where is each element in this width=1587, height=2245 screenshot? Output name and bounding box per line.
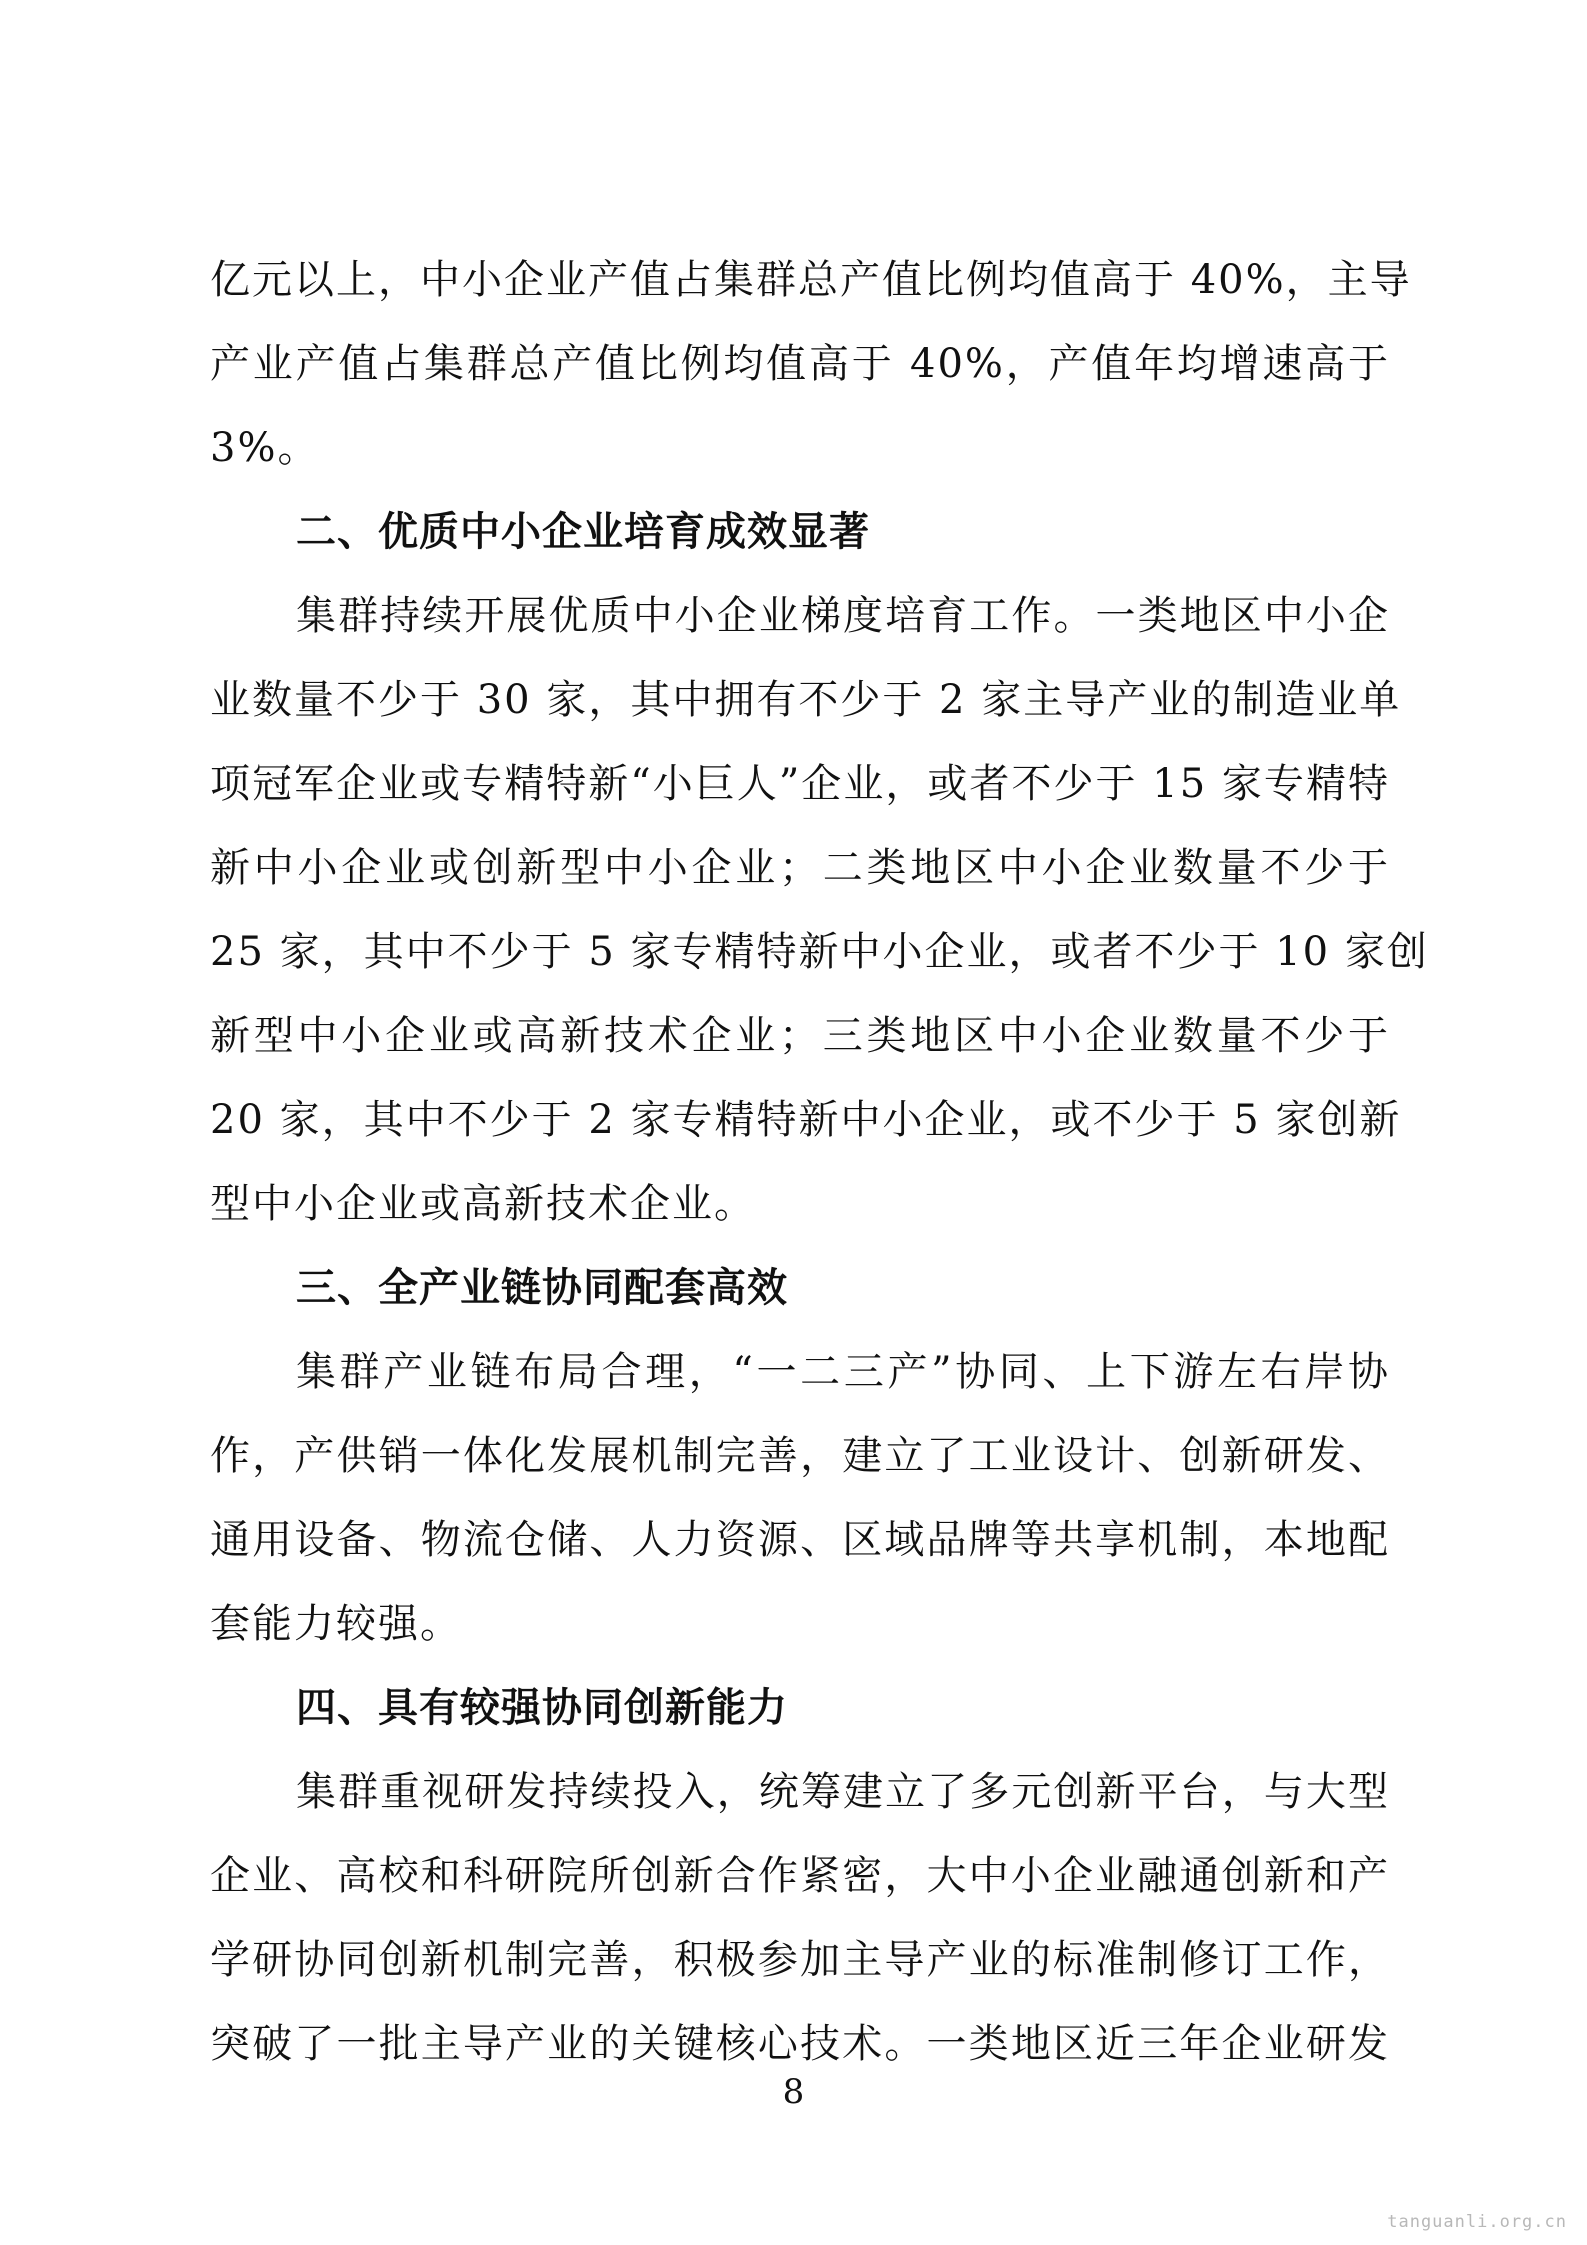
paragraph-line: 20 家，其中不少于 2 家专精特新中小企业，或不少于 5 家创新 bbox=[210, 1097, 1402, 1143]
paragraph-line: 产业产值占集群总产值比例均值高于 40%，产值年均增速高于 bbox=[210, 341, 1390, 387]
source-watermark: tanguanli.org.cn bbox=[1387, 2212, 1567, 2232]
paragraph-line: 通用设备、物流仓储、人力资源、区域品牌等共享机制，本地配 bbox=[210, 1517, 1390, 1563]
section-heading-4: 四、具有较强协同创新能力 bbox=[296, 1685, 788, 1731]
document-body bbox=[210, 238, 1429, 2086]
paragraph-line: 突破了一批主导产业的关键核心技术。一类地区近三年企业研发 bbox=[210, 2021, 1390, 2067]
paragraph-line: 套能力较强。 bbox=[210, 1601, 462, 1647]
page-number: 8 bbox=[782, 2072, 805, 2112]
paragraph-line: 业数量不少于 30 家，其中拥有不少于 2 家主导产业的制造业单 bbox=[210, 677, 1402, 723]
paragraph-line: 集群产业链布局合理，“一二三产”协同、上下游左右岸协 bbox=[296, 1349, 1390, 1395]
section-heading-3: 三、全产业链协同配套高效 bbox=[296, 1265, 788, 1311]
paragraph-line: 学研协同创新机制完善，积极参加主导产业的标准制修订工作， bbox=[210, 1937, 1390, 1983]
paragraph-line: 25 家，其中不少于 5 家专精特新中小企业，或者不少于 10 家创 bbox=[210, 929, 1429, 975]
paragraph-line: 集群重视研发持续投入，统筹建立了多元创新平台，与大型 bbox=[296, 1769, 1390, 1815]
paragraph-line: 作，产供销一体化发展机制完善，建立了工业设计、创新研发、 bbox=[210, 1433, 1390, 1479]
paragraph-line: 亿元以上，中小企业产值占集群总产值比例均值高于 40%，主导 bbox=[210, 257, 1412, 303]
paragraph-line: 型中小企业或高新技术企业。 bbox=[210, 1181, 756, 1227]
paragraph-line: 新型中小企业或高新技术企业；三类地区中小企业数量不少于 bbox=[210, 1013, 1390, 1059]
paragraph-line: 项冠军企业或专精特新“小巨人”企业，或者不少于 15 家专精特 bbox=[210, 761, 1390, 807]
paragraph-line: 新中小企业或创新型中小企业；二类地区中小企业数量不少于 bbox=[210, 845, 1390, 891]
paragraph-line: 集群持续开展优质中小企业梯度培育工作。一类地区中小企 bbox=[296, 593, 1390, 639]
section-heading-2: 二、优质中小企业培育成效显著 bbox=[296, 509, 870, 555]
paragraph-line: 3%。 bbox=[210, 425, 320, 471]
paragraph-line: 企业、高校和科研院所创新合作紧密，大中小企业融通创新和产 bbox=[210, 1853, 1390, 1899]
